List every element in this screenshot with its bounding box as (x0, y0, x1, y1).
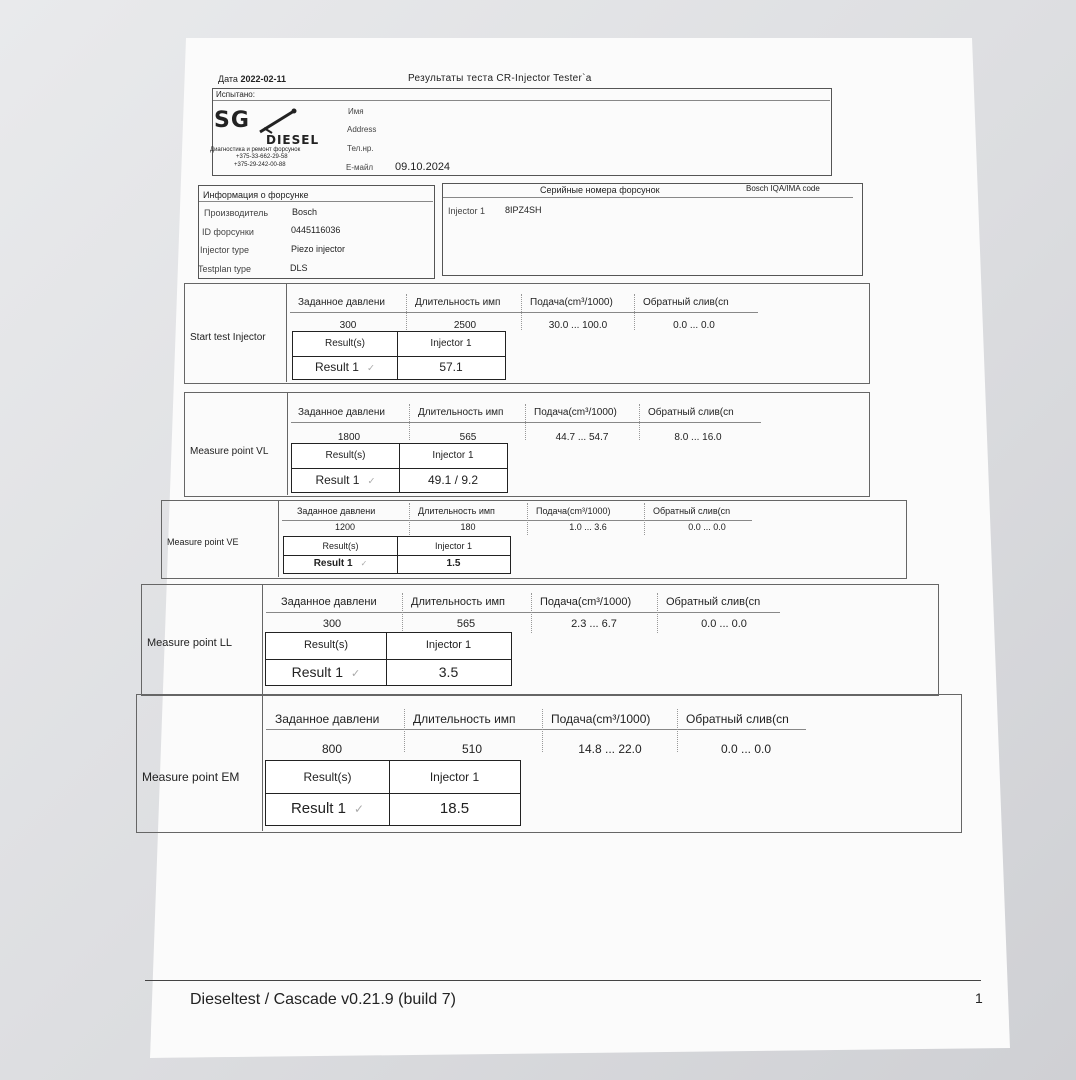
value-backflow: 0.0 ... 0.0 (701, 618, 747, 630)
test-name-separator (286, 283, 287, 382)
injector-header: Injector 1 (432, 450, 474, 461)
injector-header: Injector 1 (425, 639, 472, 652)
value-delivery: 14.8 ... 22.0 (578, 742, 642, 756)
column-header-delivery: Подача(cm³/1000) (534, 407, 617, 418)
test-name: Measure point LL (147, 637, 232, 649)
column-header-pressure: Заданное давлени (298, 297, 385, 308)
results-table (291, 443, 508, 493)
results-header: Result(s) (303, 769, 352, 784)
info-value-id: 0445116036 (291, 225, 341, 235)
column-header-backflow: Обратный слив(cn (666, 596, 761, 608)
page-title: Результаты теста CR-Injector Tester`a (408, 73, 592, 84)
serials-title: Серийные номера форсунок (540, 185, 660, 195)
test-block-box (136, 694, 962, 833)
column-divider (521, 294, 522, 330)
column-header-duration: Длительность имп (415, 297, 501, 308)
date-value: 2022-02-11 (240, 74, 286, 84)
column-divider (531, 593, 532, 633)
test-name: Measure point VL (190, 446, 269, 457)
info-value-type: Piezo injector (291, 244, 346, 254)
check-icon: ✓ (367, 475, 376, 487)
column-divider (542, 709, 543, 752)
email-label: E-майл (346, 163, 374, 172)
column-divider (677, 709, 678, 752)
value-pressure: 1200 (334, 522, 356, 532)
test-name-separator (287, 392, 288, 495)
footer-software: Dieseltest / Cascade v0.21.9 (build 7) (190, 991, 456, 1008)
column-header-duration: Длительность имп (411, 596, 506, 608)
name-label: Имя (348, 107, 364, 116)
header-underline (290, 312, 758, 313)
logo-diesel-text: DIESEL (266, 133, 320, 147)
info-label-id: ID форсунки (202, 227, 254, 237)
column-header-duration: Длительность имп (418, 407, 504, 418)
value-duration: 510 (461, 742, 483, 756)
value-duration: 180 (460, 522, 476, 532)
results-table-row-line (266, 793, 520, 794)
column-header-backflow: Обратный слив(cn (686, 712, 789, 726)
results-header: Result(s) (322, 540, 359, 551)
column-divider (404, 709, 405, 752)
results-table-row-line (293, 356, 505, 357)
email-value: 09.10.2024 (395, 161, 451, 173)
footer-divider (145, 980, 981, 981)
injector-header: Injector 1 (434, 540, 473, 551)
column-divider (406, 294, 407, 330)
logo-tagline: Диагностика и ремонт форсунок (210, 147, 301, 153)
check-icon: ✓ (360, 559, 368, 568)
column-header-duration: Длительность имп (413, 712, 516, 726)
serials-code-title: Bosch IQA/IMA code (746, 184, 820, 193)
column-divider (527, 503, 528, 535)
value-pressure: 300 (339, 320, 357, 331)
value-backflow: 0.0 ... 0.0 (673, 320, 715, 331)
value-pressure: 800 (321, 742, 343, 756)
address-label: Address (347, 125, 377, 134)
header-underline (266, 612, 780, 613)
header-underline (291, 422, 761, 423)
info-value-testplan: DLS (290, 263, 308, 273)
value-backflow: 0.0 ... 0.0 (720, 742, 772, 756)
logo-phone-2: +375-29-242-00-88 (234, 162, 286, 168)
column-header-delivery: Подача(cm³/1000) (540, 596, 632, 608)
test-name: Measure point VE (167, 537, 239, 547)
logo-phone-1: +375-33-662-29-58 (236, 154, 288, 160)
result-value: 1.5 (446, 558, 461, 569)
column-header-pressure: Заданное давлени (281, 596, 377, 608)
check-icon: ✓ (350, 667, 361, 680)
results-table (283, 536, 511, 574)
value-delivery: 1.0 ... 3.6 (569, 522, 607, 532)
result-label: Result 1 (315, 472, 360, 487)
column-divider (644, 503, 645, 535)
results-table (265, 760, 521, 826)
results-table-row-line (266, 659, 511, 660)
value-backflow: 8.0 ... 16.0 (674, 432, 722, 443)
value-backflow: 0.0 ... 0.0 (688, 522, 726, 532)
info-label-testplan: Testplan type (198, 264, 252, 274)
column-header-delivery: Подача(cm³/1000) (530, 297, 613, 308)
tested-label: Испытано: (216, 90, 255, 99)
value-pressure: 300 (322, 618, 342, 630)
info-label-type: Injector type (200, 245, 250, 255)
info-value-manufacturer: Bosch (292, 207, 318, 217)
value-pressure: 1800 (337, 432, 361, 443)
column-divider (409, 503, 410, 535)
result-label-cell (293, 360, 397, 374)
check-icon: ✓ (353, 802, 365, 816)
test-block-box (161, 500, 907, 579)
injector-logo-icon (258, 108, 298, 134)
result-value: 18.5 (439, 800, 470, 817)
result-label: Result 1 (291, 663, 343, 680)
value-duration: 565 (456, 618, 476, 630)
column-divider (657, 593, 658, 633)
results-header: Result(s) (303, 639, 348, 652)
test-name: Start test Injector (190, 332, 266, 343)
header-underline (282, 520, 752, 521)
results-header: Result(s) (325, 450, 366, 461)
value-duration: 565 (459, 432, 477, 443)
column-divider (525, 404, 526, 440)
result-label-cell (292, 473, 399, 487)
column-header-backflow: Обратный слив(cn (643, 297, 729, 308)
column-header-duration: Длительность имп (418, 506, 495, 516)
test-name-separator (262, 584, 263, 694)
column-divider (639, 404, 640, 440)
column-header-backflow: Обратный слив(cn (653, 506, 731, 516)
column-header-delivery: Подача(cm³/1000) (536, 506, 611, 516)
column-divider (634, 294, 635, 330)
date-label: Дата (218, 74, 238, 84)
column-header-pressure: Заданное давлени (275, 712, 380, 726)
column-header-delivery: Подача(cm³/1000) (551, 712, 651, 726)
test-name-separator (262, 694, 263, 831)
phone-label: Тел.нр. (347, 144, 374, 153)
result-value: 57.1 (439, 360, 463, 375)
injector-header: Injector 1 (430, 337, 472, 349)
result-label-cell (266, 664, 386, 680)
results-table (265, 632, 512, 686)
column-header-backflow: Обратный слив(cn (648, 407, 734, 418)
result-label-cell (266, 800, 389, 817)
logo-sg-text: SG (214, 108, 250, 133)
result-value: 3.5 (438, 663, 459, 680)
header-underline (266, 729, 806, 730)
column-divider (409, 404, 410, 440)
result-label-cell (284, 558, 397, 569)
test-name: Measure point EM (142, 770, 240, 784)
info-label-manufacturer: Производитель (204, 208, 269, 218)
check-icon: ✓ (366, 363, 376, 375)
column-header-pressure: Заданное давлени (298, 407, 385, 418)
serial-injector-label: Injector 1 (448, 206, 486, 216)
injector-header: Injector 1 (429, 769, 480, 784)
value-delivery: 44.7 ... 54.7 (555, 432, 609, 443)
serial-injector-value: 8IPZ4SH (505, 205, 542, 215)
result-label: Result 1 (314, 360, 359, 375)
value-delivery: 30.0 ... 100.0 (548, 320, 608, 331)
column-divider (402, 593, 403, 633)
column-header-pressure: Заданное давлени (297, 506, 376, 516)
value-duration: 2500 (453, 320, 477, 331)
result-label: Result 1 (313, 558, 353, 569)
value-delivery: 2.3 ... 6.7 (571, 618, 617, 630)
result-value: 49.1 / 9.2 (427, 472, 479, 487)
company-logo (210, 108, 344, 170)
results-table (292, 331, 506, 380)
result-label: Result 1 (290, 800, 346, 817)
injector-info-title: Информация о форсунке (203, 190, 309, 200)
footer-page-number: 1 (975, 990, 983, 1006)
results-header: Result(s) (324, 337, 365, 349)
date-line (218, 74, 286, 84)
test-name-separator (278, 500, 279, 577)
